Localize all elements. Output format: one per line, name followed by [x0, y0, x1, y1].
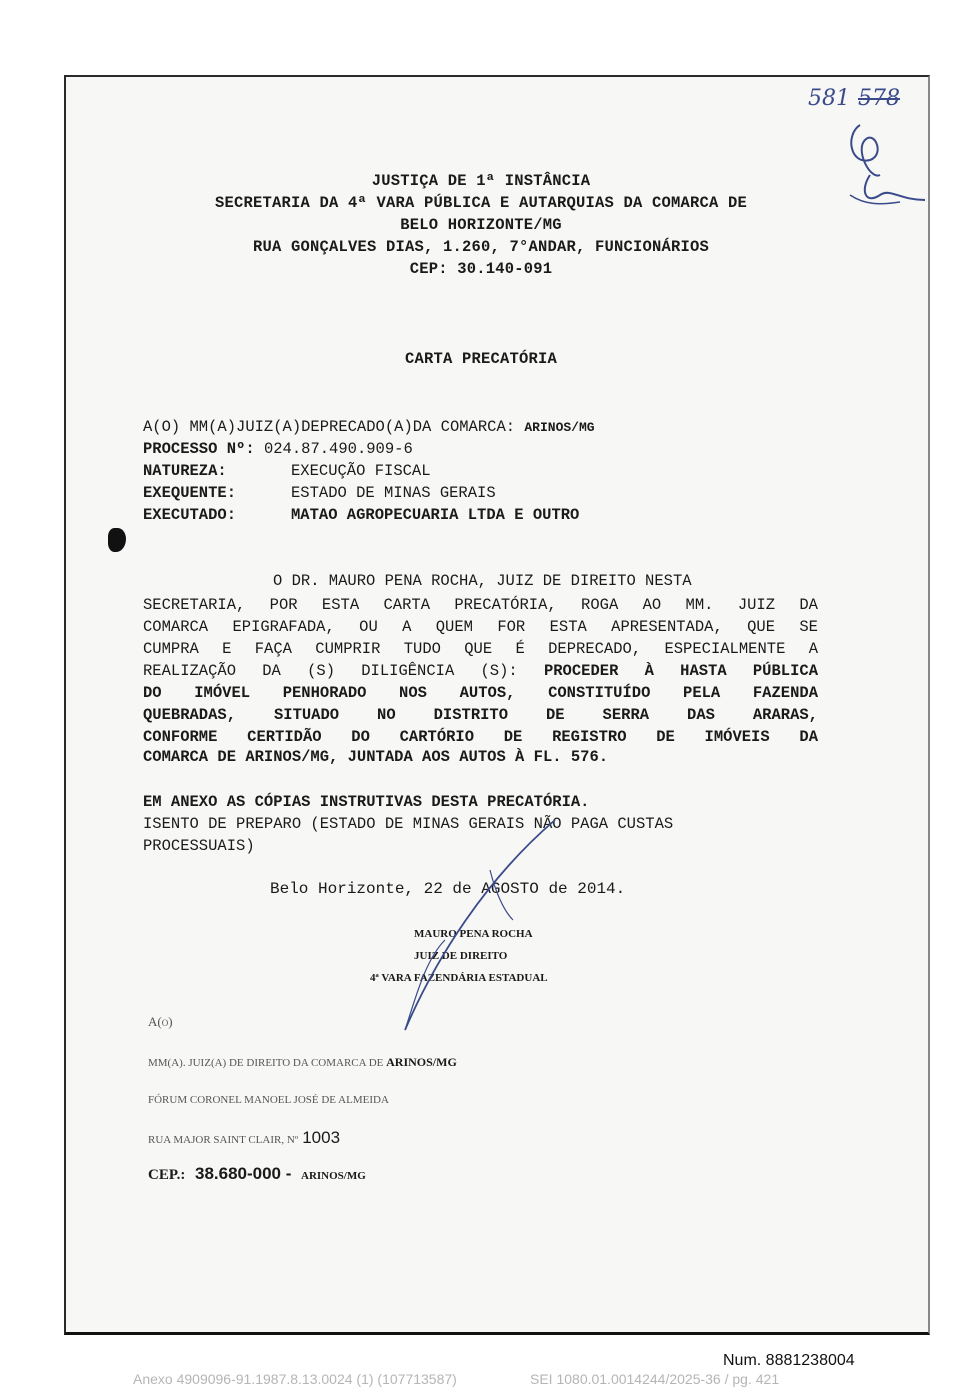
- handwritten-page-number: 581: [808, 86, 850, 111]
- sei-reference: SEI 1080.01.0014244/2025-36 / pg. 421: [530, 1371, 780, 1387]
- signer-name: MAURO PENA ROCHA: [414, 928, 533, 940]
- cep-label: CEP.:: [148, 1167, 186, 1183]
- field-label: NATUREZA:: [143, 462, 227, 480]
- field-label: PROCESSO Nº:: [143, 440, 255, 458]
- body-line-5-plain: REALIZAÇÃO DA (S) DILIGÊNCIA (S):: [143, 662, 518, 680]
- header-line-3: BELO HORIZONTE/MG: [400, 216, 562, 234]
- header-line-2: SECRETARIA DA 4ª VARA PÚBLICA E AUTARQUIAS DA COMARCA DE: [214, 194, 748, 212]
- header-line-5: CEP: 30.140-091: [409, 260, 553, 278]
- body-line-1: O DR. MAURO PENA ROCHA, JUIZ DE DIREITO NESTA: [273, 572, 692, 590]
- header-line-1: JUSTIÇA DE 1ª INSTÂNCIA: [371, 172, 591, 190]
- recipient-street-name: RUA MAJOR SAINT CLAIR, Nº: [148, 1134, 299, 1146]
- body-line-5: [143, 660, 818, 682]
- cep-value: 38.680-000 -: [194, 1164, 292, 1183]
- body-line-7: QUEBRADAS, SITUADO NO DISTRITO DE SERRA DAS ARARAS,: [143, 706, 818, 724]
- signer-court: 4ª VARA FAZENDÁRIA ESTADUAL: [370, 972, 548, 984]
- field-executado: [143, 506, 579, 524]
- body-line-8: CONFORME CERTIDÃO DO CARTÓRIO DE REGISTRO DE IMÓVEIS DA: [143, 728, 818, 746]
- recipient-line-1: A(o): [148, 1014, 173, 1029]
- addressee-prefix: A(O) MM(A)JUIZ(A)DEPRECADO(A)DA COMARCA:: [143, 418, 516, 436]
- field-natureza: [143, 462, 431, 480]
- annex-reference: Anexo 4909096-91.1987.8.13.0024 (1) (107713587): [133, 1371, 457, 1387]
- body-line-4: CUMPRA E FAÇA CUMPRIR TUDO QUE É DEPRECADO, ESPECIALMENTE A: [143, 640, 818, 658]
- recipient-street: [148, 1128, 340, 1148]
- date-line: Belo Horizonte, 22 de AGOSTO de 2014.: [270, 880, 626, 898]
- signer-role: JUIZ DE DIREITO: [414, 950, 508, 962]
- field-processo: [143, 440, 413, 458]
- recipient-line-2: [148, 1055, 457, 1070]
- recipient-judge: MM(A). JUIZ(A) DE DIREITO DA COMARCA DE: [148, 1057, 384, 1069]
- cep-city: ARINOS/MG: [301, 1170, 366, 1182]
- field-exequente: [143, 484, 496, 502]
- body-line-3: COMARCA EPIGRAFADA, OU A QUEM FOR ESTA APRESENTADA, QUE SE: [143, 618, 818, 636]
- annex-note: EM ANEXO AS CÓPIAS INSTRUTIVAS DESTA PRECATÓRIA.: [143, 793, 590, 811]
- recipient-comarca: ARINOS/MG: [386, 1055, 457, 1069]
- field-value: EXECUÇÃO FISCAL: [291, 462, 431, 480]
- body-line-5-bold: PROCEDER À HASTA PÚBLICA: [543, 662, 818, 680]
- header-line-4: RUA GONÇALVES DIAS, 1.260, 7°ANDAR, FUNCIONÁRIOS: [252, 238, 710, 256]
- addressee-line: [143, 418, 595, 436]
- field-value: MATAO AGROPECUARIA LTDA E OUTRO: [291, 506, 580, 524]
- recipient-cep: [148, 1164, 366, 1184]
- addressee-comarca: ARINOS/MG: [524, 420, 595, 435]
- document-title: CARTA PRECATÓRIA: [404, 350, 558, 368]
- field-label: EXECUTADO:: [143, 506, 237, 524]
- recipient-street-number: 1003: [302, 1128, 341, 1147]
- body-line-2: SECRETARIA, POR ESTA CARTA PRECATÓRIA, ROGA AO MM. JUIZ DA: [143, 596, 818, 614]
- body-line-9: COMARCA DE ARINOS/MG, JUNTADA AOS AUTOS À FL. 576.: [143, 748, 609, 766]
- document-number: Num. 8881238004: [723, 1352, 855, 1369]
- crossed-page-number: 578: [858, 86, 900, 111]
- exemption-line-2: PROCESSUAIS): [143, 837, 255, 855]
- body-line-6: DO IMÓVEL PENHORADO NOS AUTOS, CONSTITUÍDO PELA FAZENDA: [143, 684, 818, 702]
- field-label: EXEQUENTE:: [143, 484, 237, 502]
- field-value: ESTADO DE MINAS GERAIS: [291, 484, 496, 502]
- signature-stroke-icon: [395, 800, 575, 1040]
- exemption-line-1: ISENTO DE PREPARO (ESTADO DE MINAS GERAIS NÃO PAGA CUSTAS: [143, 815, 674, 833]
- field-value: 024.87.490.909-6: [263, 440, 413, 458]
- recipient-forum: FÓRUM CORONEL MANOEL JOSÉ DE ALMEIDA: [148, 1094, 389, 1106]
